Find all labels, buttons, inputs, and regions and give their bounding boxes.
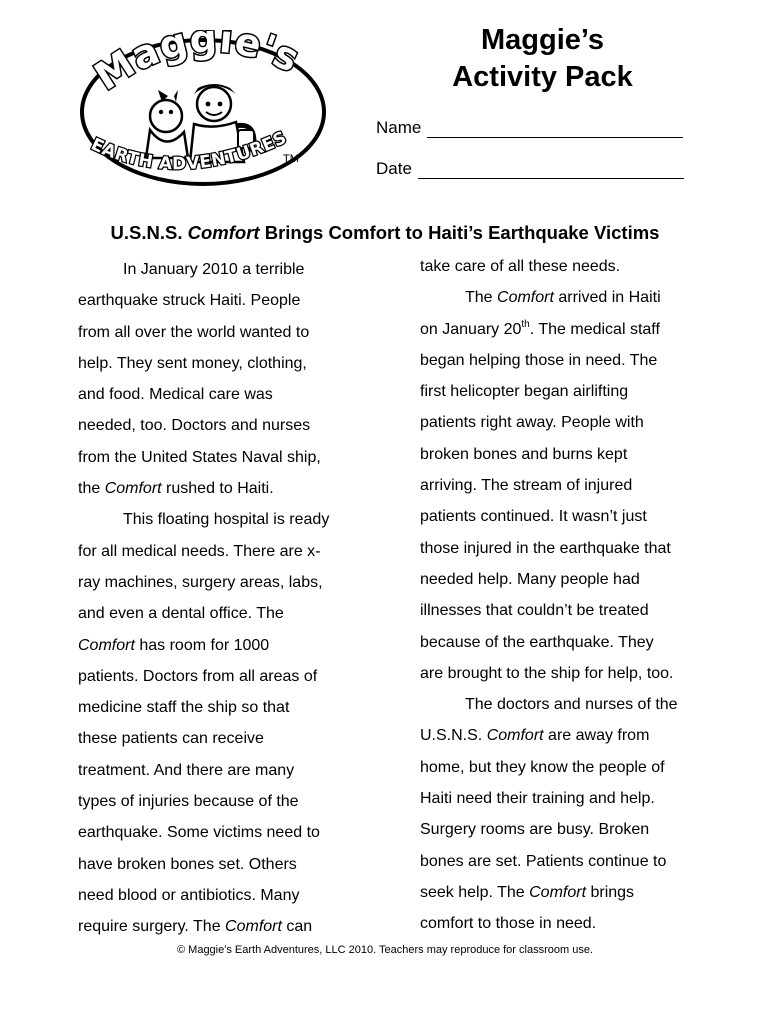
text-line: patients right away. People with [420,414,644,432]
name-field[interactable] [376,118,683,138]
text-line: began helping those in need. The [420,351,658,369]
text-line: Haiti need their training and help. [420,790,655,808]
text-line: Comfort has room for 1000 [78,636,270,654]
text-line: earthquake struck Haiti. People [78,292,301,310]
date-blank-line[interactable] [418,164,684,179]
text-line: these patients can receive [78,730,264,748]
text-line: home, but they know the people of [420,758,665,776]
text-line: from all over the world wanted to [78,323,310,341]
date-label: Date [376,159,412,178]
title-line-2: Activity Pack [452,61,633,93]
text-line: because of the earthquake. They [420,633,654,651]
text-line: arriving. The stream of injured [420,477,633,495]
text-line: illnesses that couldn’t be treated [420,602,649,620]
text-line: for all medical needs. There are x- [78,542,321,560]
text-line: and even a dental office. The [78,605,284,623]
text-line: seek help. The Comfort brings [420,883,635,901]
text-line: patients continued. It wasn’t just [420,508,647,526]
maggies-earth-adventures-logo [78,30,328,190]
text-line: require surgery. The Comfort can [78,918,313,936]
text-line: those injured in the earthquake that [420,539,671,557]
svg-text:TM: TM [283,153,299,165]
text-line: earthquake. Some victims need to [78,824,320,842]
text-line: and food. Medical care was [78,386,273,404]
svg-text:EARTH ADVENTURES: EARTH ADVENTURES [87,127,290,175]
text-line: needed, too. Doctors and nurses [78,417,311,435]
name-blank-line[interactable] [427,123,683,138]
text-line: bones are set. Patients continue to [420,852,667,870]
text-line: U.S.N.S. Comfort are away from [420,727,650,745]
text-line: needed help. Many people had [420,570,640,588]
text-line: medicine staff the ship so that [78,699,290,717]
text-line: Surgery rooms are busy. Broken [420,821,650,839]
text-line: need blood or antibiotics. Many [78,886,300,904]
text-line: treatment. And there are many [78,761,295,779]
text-line: ray machines, surgery areas, labs, [78,573,323,591]
text-line: help. They sent money, clothing, [78,354,307,372]
text-line: The doctors and nurses of the [465,696,678,714]
name-label: Name [376,118,422,137]
article-right-column [420,251,678,940]
text-line: first helicopter began airlifting [420,383,629,401]
title-line-1: Maggie’s [480,24,604,56]
date-field[interactable] [376,159,684,179]
text-line: have broken bones set. Others [78,855,297,873]
text-line: The Comfort arrived in Haiti [465,289,661,307]
text-line: patients. Doctors from all areas of [78,667,318,685]
text-line: take care of all these needs. [420,258,621,275]
article-title: U.S.N.S. Comfort Brings Comfort to Haiti’s Earthquake Victims [110,222,660,243]
activity-pack-title [400,22,685,96]
text-line: are brought to the ship for help, too. [420,664,674,682]
svg-text:Maggie's: Maggie's [86,30,307,99]
text-line: on January 20th. The medical staff [420,318,660,338]
article-left-column [78,254,329,943]
text-line: broken bones and burns kept [420,445,628,463]
text-line: the Comfort rushed to Haiti. [78,480,274,498]
copyright-footer: © Maggie's Earth Adventures, LLC 2010. Teachers may reproduce for classroom use. [177,944,593,956]
text-line: In January 2010 a terrible [123,261,305,278]
text-line: This floating hospital is ready [123,511,330,529]
text-line: from the United States Naval ship, [78,448,321,466]
text-line: types of injuries because of the [78,793,299,811]
text-line: comfort to those in need. [420,915,597,933]
